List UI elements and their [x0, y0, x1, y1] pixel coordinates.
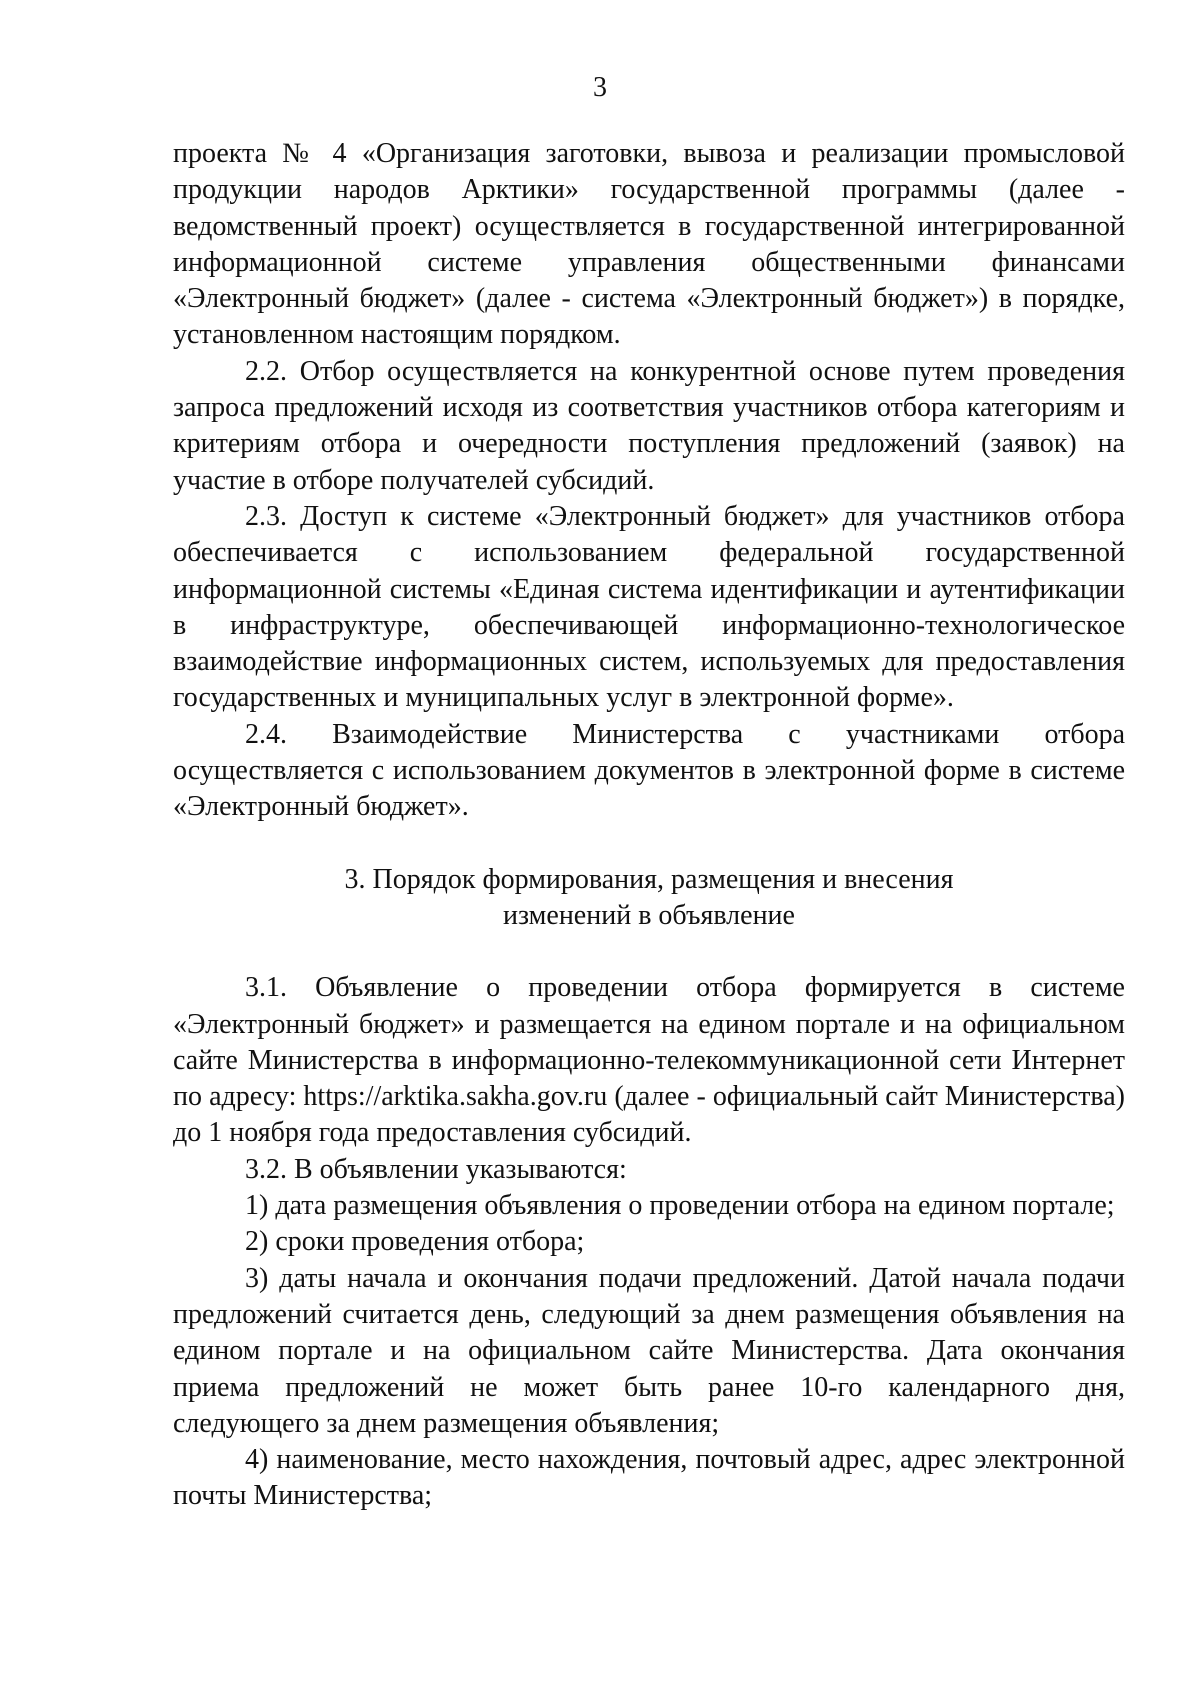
- section-heading-line-1: 3. Порядок формирования, размещения и внесения: [344, 863, 954, 895]
- document-body: [173, 136, 1125, 1515]
- paragraph-2-2: 2.2. Отбор осуществляется на конкурентной основе путем проведения запроса предложений исходя из соответствия участников отбора категориям и критериям отбора и очередности поступления предложений (заявок) на участие в отборе получателей субсидий.: [173, 355, 1125, 496]
- section-heading: [173, 862, 1125, 935]
- paragraph-project-continuation: проекта № 4 «Организация заготовки, вывоза и реализации промысловой продукции народов Арктики» государственной программы (далее - ведомственный проект) осуществляется в государственной интегрированной информационной системе управления общественными финансами «Электронный бюджет» (далее - система «Электронный бюджет») в порядке, установленном настоящим порядком.: [173, 138, 1125, 351]
- list-item-1: 1) дата размещения объявления о проведении отбора на едином портале;: [245, 1190, 1115, 1222]
- list-item-3: 3) даты начала и окончания подачи предложений. Датой начала подачи предложений считается день, следующий за днем размещения объявления на едином портале и на официальном сайте Министерства. Дата окончания приема предложений не может быть ранее 10-го календарного дня, следующего за днем размещения объявления;: [173, 1262, 1125, 1439]
- section-heading-line-2: изменений в объявление: [503, 899, 795, 931]
- page-number: 3: [593, 72, 607, 103]
- paragraph-2-3: 2.3. Доступ к системе «Электронный бюджет» для участников отбора обеспечивается с использованием федеральной государственной информационной системы «Единая система идентификации и аутентификации в инфраструктуре, обеспечивающей информационно-технологическое взаимодействие информационных систем, используемых для предоставления государственных и муниципальных услуг в электронной форме».: [173, 500, 1125, 714]
- paragraph-2-4: 2.4. Взаимодействие Министерства с участниками отбора осуществляется с использованием документов в электронной форме в системе «Электронный бюджет».: [173, 718, 1125, 823]
- paragraph-3-2: 3.2. В объявлении указываются:: [245, 1153, 627, 1185]
- list-item-2: 2) сроки проведения отбора;: [245, 1226, 585, 1258]
- paragraph-3-1: 3.1. Объявление о проведении отбора формируется в системе «Электронный бюджет» и размещается на едином портале и на официальном сайте Министерства в информационно-телекоммуникационной сети Интернет по адресу: https://arktika.sakha.gov.ru (далее - официальный сайт Министерства) до 1 ноября года предоставления субсидий.: [173, 972, 1125, 1149]
- list-item-4: 4) наименование, место нахождения, почтовый адрес, адрес электронной почты Министерства;: [173, 1444, 1125, 1512]
